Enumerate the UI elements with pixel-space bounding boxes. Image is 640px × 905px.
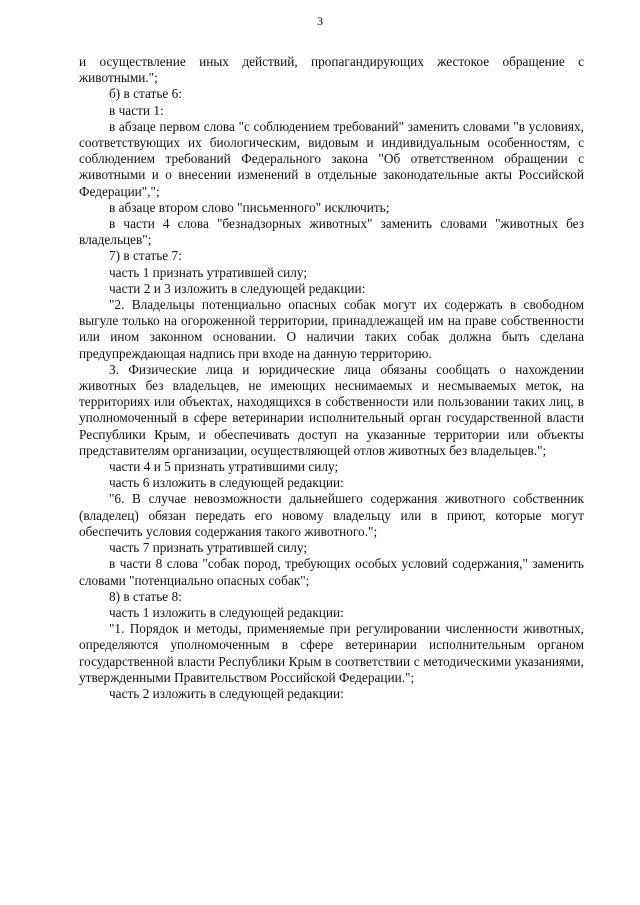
paragraph: в абзаце первом слова "с соблюдением требований" заменить словами "в условиях, соответствующих их биологическим, видовым и индивидуальным особенностям, с соблюдением требований Федерального закона "Об ответственном обращении с животными и о внесении изменений в отдельные законодательные акты Российской Федерации","; xyxy=(79,118,584,199)
paragraph: часть 6 изложить в следующей редакции: xyxy=(109,475,344,491)
paragraph: "1. Порядок и методы, применяемые при регулировании численности животных, определяются уполномоченным в сфере ветеринарии исполнительным органом государственной власти Республики Крым в соответствии с методическими указаниями, утвержденными Правительством Российской Федерации."; xyxy=(79,621,584,685)
paragraph: 8) в статье 8: xyxy=(109,588,182,604)
paragraph: части 4 и 5 признать утратившими силу; xyxy=(109,459,339,475)
paragraph: части 2 и 3 изложить в следующей редакции: xyxy=(109,280,366,296)
document-body xyxy=(79,54,584,702)
paragraph: в части 1: xyxy=(109,102,164,118)
paragraph: 3. Физические лица и юридические лица обязаны сообщать о нахождении животных без владельцев, не имеющих неснимаемых и несмываемых меток, на территориях или объектах, находящихся в собственности или пользовании таких лиц, в уполномоченный в сфере ветеринарии исполнительный орган государственной власти Республики Крым, и обеспечивать доступ на указанные территории или объекты представителям организации, осуществляющей отлов животных без владельцев."; xyxy=(79,361,584,458)
paragraph: в части 4 слова "безнадзорных животных" заменить словами "животных без владельцев"; xyxy=(79,216,584,248)
paragraph: б) в статье 6: xyxy=(109,86,182,102)
paragraph: в абзаце втором слово "письменного" исключить; xyxy=(109,199,390,215)
paragraph: "6. В случае невозможности дальнейшего содержания животного собственник (владелец) обязан передать его новому владельцу или в приют, которые могут обеспечить условия содержания такого животного."; xyxy=(79,491,584,539)
paragraph: и осуществление иных действий, пропагандирующих жестокое обращение с животными."; xyxy=(79,54,584,86)
paragraph: часть 2 изложить в следующей редакции: xyxy=(109,685,344,701)
paragraph: часть 1 признать утратившей силу; xyxy=(109,264,308,280)
paragraph: часть 1 изложить в следующей редакции: xyxy=(109,604,344,620)
paragraph: 7) в статье 7: xyxy=(109,248,182,264)
page-number: 3 xyxy=(317,14,323,28)
paragraph: "2. Владельцы потенциально опасных собак могут их содержать в свободном выгуле только на огороженной территории, принадлежащей им на праве собственности или ином законном основании. О наличии таких собак должна быть сделана предупреждающая надпись при входе на данную территорию. xyxy=(79,297,584,361)
paragraph: часть 7 признать утратившей силу; xyxy=(109,540,308,556)
paragraph: в части 8 слова "собак пород, требующих особых условий содержания," заменить словами "потенциально опасных собак"; xyxy=(79,556,584,588)
